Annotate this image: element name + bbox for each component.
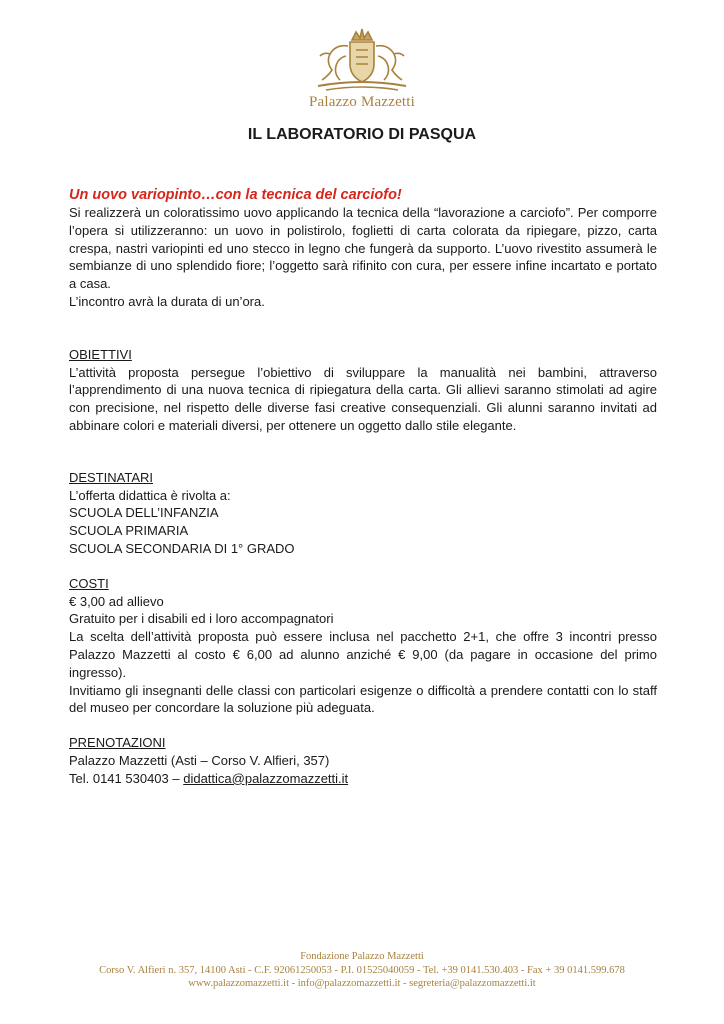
- footer-org: Fondazione Palazzo Mazzetti: [300, 951, 424, 962]
- recipient-item: SCUOLA SECONDARIA DI 1° GRADO: [69, 540, 295, 556]
- intro-paragraph: Si realizzerà un coloratissimo uovo applicando la tecnica della “lavorazione a carciofo”. Per comporre l’opera si utilizzeranno: un uovo in polistirolo, foglietti di carta colorata da ripiegare, pizzo, carta crespa, nastri variopinti ed uno stecco in legno che fungerà da supporto. L’uovo rivestito assumerà le sembianze di uno splendido fiore; l’oggetto sarà rifinito con cura, per essere infine incartato e portato a casa.: [69, 205, 657, 292]
- objectives-heading: OBIETTIVI: [69, 346, 132, 362]
- duration-text: L’incontro avrà la durata di un’ora.: [69, 293, 265, 309]
- crest-icon: [306, 26, 418, 94]
- document-body: [69, 186, 657, 788]
- recipients-intro: L’offerta didattica è rivolta a:: [69, 487, 231, 503]
- invite-paragraph: Invitiamo gli insegnanti delle classi con particolari esigenze o difficoltà a prendere contatti con lo staff del museo per concordare la soluzione più adeguata.: [69, 682, 657, 716]
- recipient-item: SCUOLA DELL’INFANZIA: [69, 505, 219, 521]
- price-text: € 3,00 ad allievo: [69, 593, 164, 609]
- booking-phone: Tel. 0141 530403 –: [69, 770, 184, 786]
- package-paragraph: La scelta dell’attività proposta può essere inclusa nel pacchetto 2+1, che offre 3 incontri presso Palazzo Mazzetti al costo € 6,00 ad alunno anziché € 9,00 (da pagare in occasione del primo ingresso).: [69, 629, 657, 680]
- booking-contact: [69, 770, 657, 788]
- subtitle: Un uovo variopinto…con la tecnica del carciofo!: [69, 187, 402, 203]
- logo: [300, 26, 424, 111]
- footer-address: Corso V. Alfieri n. 357, 14100 Asti - C.F. 92061250053 - P.I. 01525040059 - Tel. +39 0141.530.403 - Fax + 39 0141.599.678: [99, 964, 625, 976]
- recipients-heading: DESTINATARI: [69, 469, 154, 485]
- page-title: IL LABORATORIO DI PASQUA: [247, 126, 477, 143]
- logo-text: Palazzo Mazzetti: [308, 94, 416, 110]
- booking-address: Palazzo Mazzetti (Asti – Corso V. Alfieri, 357): [69, 752, 330, 768]
- recipient-item: SCUOLA PRIMARIA: [69, 523, 189, 539]
- booking-heading: PRENOTAZIONI: [69, 735, 166, 751]
- footer-web: www.palazzomazzetti.it - info@palazzomazzetti.it - segreteria@palazzomazzetti.it: [188, 978, 536, 989]
- objectives-paragraph: L’attività proposta persegue l’obiettivo di sviluppare la manualità nei bambini, attraverso l’apprendimento di una nuova tecnica di ripiegatura della carta. Gli allievi saranno stimolati ad agire con precisione, nel rispetto delle diverse fasi creative consequenziali. Gli alunni saranno invitati ad abbinare colori e materiali diversi, per ottenere un oggetto dallo stile elegante.: [69, 364, 657, 433]
- costs-heading: COSTI: [69, 575, 109, 591]
- booking-email-link[interactable]: didattica@palazzomazzetti.it: [183, 770, 349, 786]
- footer: [0, 950, 724, 991]
- free-text: Gratuito per i disabili ed i loro accompagnatori: [69, 611, 334, 627]
